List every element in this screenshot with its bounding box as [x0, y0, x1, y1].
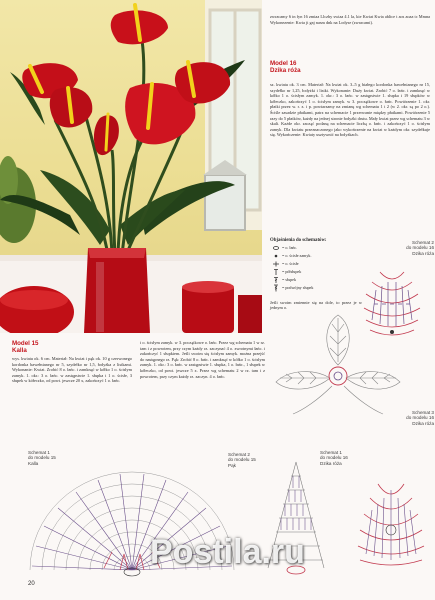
schemat-1-model-16-diagram: [350, 470, 432, 570]
model15-body-right: i o. ścisłym zamyk. w 3. początkowe o. łańc. Przez wg schematu 1 w rz. tam i z powrotem, przy czym każdy rz. zaczynać 4 o. zwrotnymi łańc. i zakończyć 1 słupkiem. Jeśli swoim się ścisłym zamyk. można przejść do następnego rz. Pąk: Zrobić 8 o. łańc. i zamknąć w kółko 1 o. ścisłym zamyk. 1. okr.: 3 o. łańc. w zastępstwie 1. słupka, 1 o. łańc., 1 słupek w kółeczko, od powt. jeszcze 5 x. Przez wg schematu 2 w rz. tam i z powrotem, przy czym każdy rz. zaczyn. 4 o. łańc.: [140, 340, 265, 379]
schemat-name: Schemat 3: [412, 410, 434, 415]
schemat-title: Dzika róża: [412, 420, 434, 426]
model15-title: Model 15: [12, 340, 39, 347]
treble-crochet-icon: [270, 284, 282, 292]
model15-subtitle: Kalla: [12, 347, 27, 354]
legend-item-label: = o. łańc.: [282, 244, 298, 250]
continued-text-top: [270, 14, 430, 25]
calla-lily-photo: [0, 0, 262, 333]
schemat-model: do modelu 16: [406, 245, 434, 251]
schemat-1-model-16-label: [320, 450, 380, 466]
schemat-3-model-16-diagram: [268, 310, 408, 420]
legend-item: [270, 252, 370, 260]
legend-note: Jeśli swoim zmiennie się na dole, to przez je w jednym o.: [270, 299, 362, 311]
model16-subtitle: Dzika róża: [270, 67, 301, 74]
model16-instructions: [270, 82, 430, 138]
model15-body-left: wys. kwiatu ok. 6 cm. Materiał: Na kwiat i pąk ok. 10 g czerwonego kordonka bawełnianego nr 5, szydełko nr 1,5, łodyżka z listkami. Wykonanie: Kwiat. Zrobić 8 o. łańc. i zamknąć w kółko 1 o. ścisłym zamyk. 1. okr.: 3 o. łańc. w zastępstwie 1. słupka i 1 o. ścisłe, 3 słupek w kółeczko, od powt. jeszcze 20 x, zakończyć 1 o. łańc.: [12, 356, 132, 384]
legend-item-label: = słupek: [282, 276, 297, 282]
schemat-name: Schemat 2: [412, 240, 434, 245]
half-double-icon: [270, 268, 282, 276]
chain-stitch-icon: [270, 244, 282, 252]
schemat-model: do modelu 15: [28, 455, 56, 461]
schemat-model: do modelu 15: [228, 457, 256, 463]
single-crochet-icon: [270, 260, 282, 268]
schemat-title: Dzika róża: [412, 250, 434, 256]
schemat-title: Pąk: [228, 462, 236, 468]
legend-title: Objaśnienia do schematów:: [270, 238, 327, 243]
model15-heading: [12, 340, 122, 354]
schemat-3-model-16-label: [398, 410, 434, 426]
legend-item-label: = o. ścisłe: [282, 260, 299, 266]
watermark-logo: Postila.ru: [150, 533, 305, 571]
calla-arrangement-illustration: [0, 0, 262, 333]
model15-instructions-right: [140, 340, 265, 379]
model15-instructions-left: [12, 356, 132, 384]
double-crochet-icon: [270, 276, 282, 284]
schemat-name: Schemat 1: [28, 450, 50, 455]
legend-item: [270, 244, 370, 252]
schemat-name: Schemat 1: [320, 450, 342, 455]
schemat-title: Kalla: [28, 460, 39, 466]
schemat-model: do modelu 16: [320, 455, 348, 461]
continued-paragraph: zwracamy 6 in fyn 16 zmiaa Llczby swiaa 4.1 la, kie Kwiat Kwia ablice t aos aoaa tc Mmna Wykonezenie: Kwia ji gaj nasm dnk na Lodyse (zwracami).: [270, 14, 430, 25]
schemat-1-model-15-label: [28, 450, 88, 466]
legend-item-label: = półsłupek: [282, 268, 302, 274]
schemat-2-model-16-label: [390, 240, 434, 256]
slip-stitch-icon: [270, 252, 282, 260]
model16-heading: [270, 60, 430, 74]
schemat-model: do modelu 16: [406, 415, 434, 421]
model16-title: Model 16: [270, 60, 297, 67]
legend-item-label: = o. ścisłe zamyk.: [282, 252, 312, 258]
model16-body: sz. kwiatu ok. 3 cm. Materiał: Na kwiat ok. 3–5 g białego kordonka bawełnianego nr 15, szydełko nr 1,25, łodyżki i listki. Wykonanie: Duży kwiat. Zrobić 7 o. łańc. i zamknąć w kółko 1 o. ścisłym zamyk. 1. okr.: 3 o. łańc. w zastępstwie 1. słupka i 19 słupków w kółeczko, zakończyć 1 o. ścisłym zamyk. w 3. początkowe o. łańc. Powtórzenie 1. okr. płatki przez w. r. z. i p. powtarzamy na zmianę wg schematu 1 i 2 (w 2. okr. są po 2 o.). Ściśle zasadzie płatkami, patrz na schemacie 1 przerwanie między płatkami. Powtórzenie 5 razy do 5 płatków, każdy na jednej stronie łodyżki drutu. Mały kwiat przez wg schematu 3 w skali. Każde okr. zacząć podaną na schemacie liczbą o. łańc. i zakończyć 1 o. ścisłym zamyk. Dla kwiatu przeznaczonego jako wykończenie na kwiat w każdym okr. szydełkuje się. Wykończenie: Kwiaty usztywnić na łodyżkach.: [270, 82, 430, 138]
legend-item-label: = podwójny słupek: [282, 284, 314, 290]
page-number: 20: [28, 581, 35, 587]
schemat-title: Dzika róża: [320, 460, 342, 466]
schemat-name: Schemat 2: [228, 452, 250, 457]
